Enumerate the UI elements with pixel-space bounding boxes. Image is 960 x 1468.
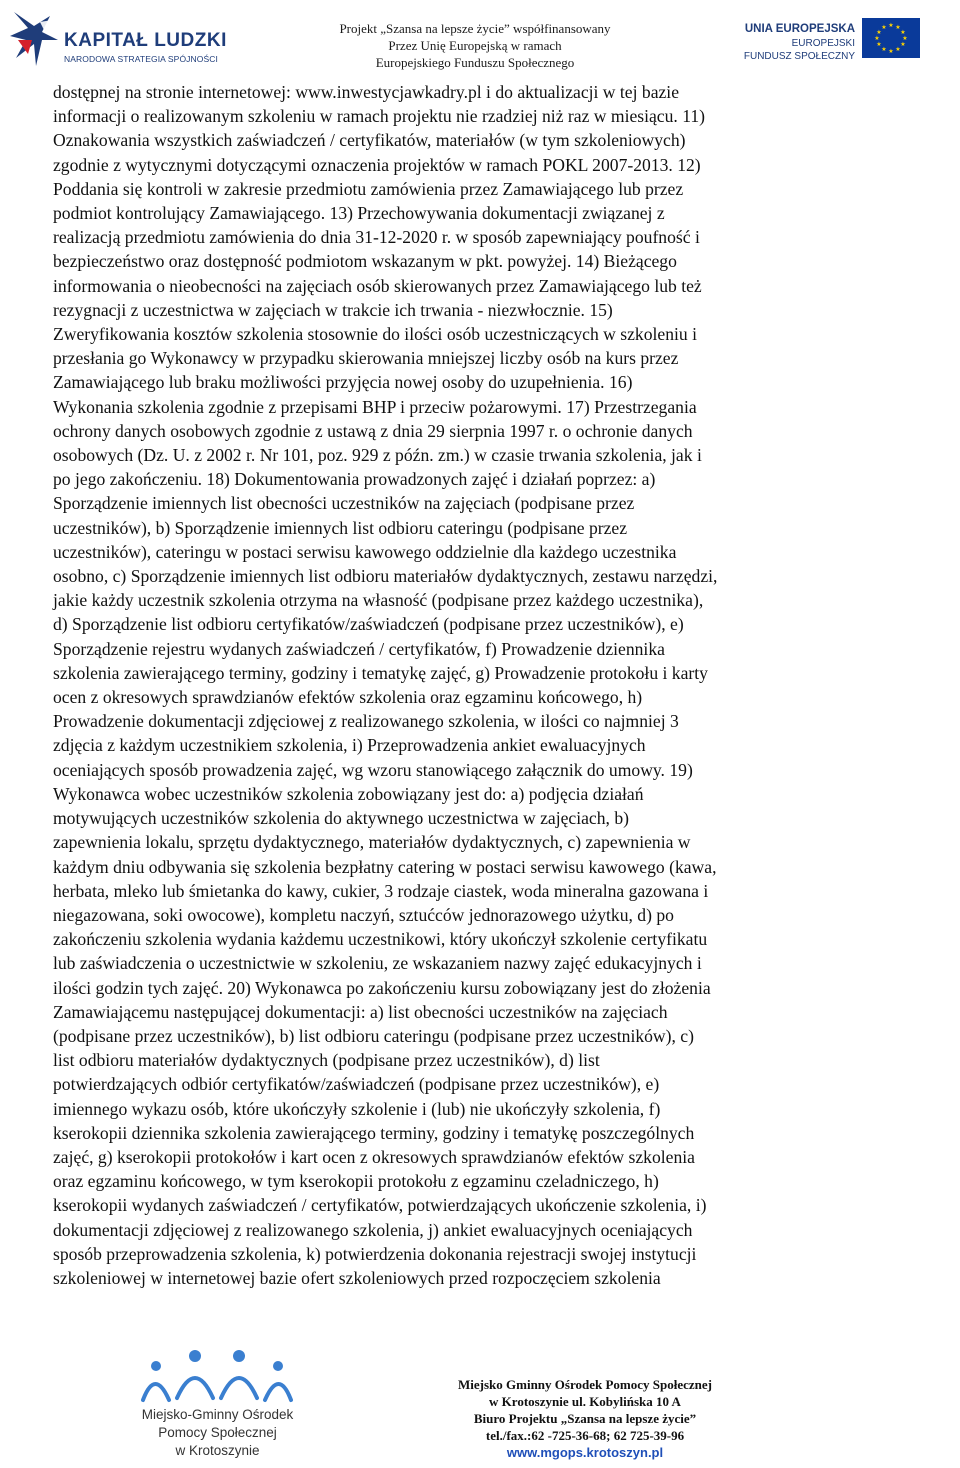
text-line: Zamawiającego lub braku możliwości przyjęcia nowej osoby do uzupełnienia. 16) — [53, 372, 633, 393]
text-line: d) Sporządzenie list odbioru certyfikatów/zaświadczeń (podpisane przez uczestników), e) — [53, 614, 684, 635]
svg-text:★: ★ — [900, 41, 906, 48]
svg-text:★: ★ — [881, 24, 887, 31]
text-line: Sporządzenie rejestru wydanych zaświadczeń / certyfikatów, f) Prowadzenie dziennika — [53, 638, 665, 659]
text-line: oceniających sposób prowadzenia zajęć, wg wzoru stanowiącego załącznik do umowy. 19) — [53, 759, 693, 780]
logo-line: Pomocy Społecznej — [158, 1425, 277, 1440]
text-line: dokumentacji zdjęciowej z realizowanego szkolenia, j) ankiet ewaluacyjnych oceniających — [53, 1219, 693, 1240]
text-line: osobno, c) Sporządzenie imiennych list odbioru materiałów dydaktycznych, zestawu narzędzi, — [53, 566, 718, 587]
text-line: Poddania się kontroli w zakresie przedmiotu zamówienia przez Zamawiającego lub przez — [53, 178, 684, 199]
text-line: ilości godzin tych zajęć. 20) Wykonawca po zakończeniu kursu zobowiązany jest do złożenia — [53, 977, 711, 998]
address-line: tel./fax.:62 -725-36-68; 62 725-39-96 — [485, 1428, 685, 1443]
svg-text:★: ★ — [876, 41, 882, 48]
text-line: uczestników), cateringu w postaci serwisu kawowego oddzielnie dla każdego uczestnika — [53, 541, 677, 562]
svg-text:★: ★ — [902, 35, 908, 42]
svg-text:★: ★ — [881, 46, 887, 53]
mgops-logo-text — [125, 1406, 310, 1460]
text-line: bezpieczeństwo oraz dostępność podmiotom wskazanym w pkt. powyżej. 14) Bieżącego — [53, 251, 677, 272]
text-line: po jego zakończeniu. 18) Dokumentowania prowadzonych zajęć i działań poprzez: a) — [53, 469, 656, 490]
eu-line-3: FUNDUSZ SPOŁECZNY — [743, 51, 855, 62]
page-header — [0, 0, 960, 78]
text-line: Prowadzenie dokumentacji zdjęciowej z realizowanego szkolenia, w ilości co najmniej 3 — [53, 711, 679, 732]
address-line: w Krotoszynie ul. Kobylińska 10 A — [489, 1394, 681, 1409]
text-line: Zamawiającemu następującej dokumentacji: a) list obecności uczestników na zajęciach — [53, 1001, 668, 1022]
kapital-ludzki-logo — [6, 10, 226, 72]
svg-text:★: ★ — [888, 48, 894, 55]
kapital-ludzki-star-icon — [6, 10, 62, 72]
kapital-ludzki-subtitle: NARODOWA STRATEGIA SPÓJNOŚCI — [64, 54, 218, 64]
text-line: zapewnienia lokalu, sprzętu dydaktycznego, materiałów dydaktycznych, c) zapewnienia w — [53, 832, 691, 853]
kapital-ludzki-title: KAPITAŁ LUDZKI — [64, 30, 227, 51]
text-line: kserokopii wydanych zaświadczeń / certyfikatów, potwierdzających ukończenie szkolenia, i) — [53, 1195, 707, 1216]
text-line: osobowych (Dz. U. z 2002 r. Nr 101, poz. 929 z późn. zm.) w czasie trwania szkolenia, jak i — [53, 445, 702, 466]
text-line: Wykonania szkolenia zgodnie z przepisami BHP i przeciw pożarowymi. 17) Przestrzegania — [53, 396, 697, 417]
project-info — [300, 20, 650, 71]
text-line: Wykonawca wobec uczestników szkolenia zobowiązany jest do: a) podjęcia działań — [53, 783, 644, 804]
mgops-logo — [125, 1348, 310, 1466]
text-line: podmiot kontrolujący Zamawiającego. 13) Przechowywania dokumentacji związanej z — [53, 203, 665, 224]
svg-text:★: ★ — [895, 46, 901, 53]
text-line: rezygnacji z uczestnictwa w zajęciach w trakcie ich trwania - niezwłocznie. 15) — [53, 299, 613, 320]
text-line: uczestników), b) Sporządzenie imiennych list odbioru cateringu (podpisane przez — [53, 517, 628, 538]
text-line: zakończeniu szkolenia wydania każdemu uczestnikowi, który ukończył szkolenie certyfikatu — [53, 929, 708, 950]
text-line: informacji o realizowanym szkoleniu w ramach projektu nie rzadziej niż raz w miesiącu. 11) — [53, 106, 706, 127]
text-line: imiennego wykazu osób, które ukończyły szkolenie i (lub) nie ukończyły szkolenia, f) — [53, 1098, 661, 1119]
svg-text:★: ★ — [888, 22, 894, 29]
text-line: lub zaświadczenia o uczestnictwie w szkoleniu, ze wskazaniem nazwy zajęć edukacyjnych i — [53, 953, 702, 974]
text-line: kserokopii dziennika szkolenia zawierającego terminy, godziny i tematykę poszczególnych — [53, 1122, 695, 1143]
text-line: szkoleniowej w internetowej bazie ofert szkoleniowych przed rozpoczęciem szkolenia — [53, 1267, 661, 1288]
text-line: szkolenia zawierającego terminy, godziny i tematykę zajęć, g) Prowadzenie protokołu i karty — [53, 662, 708, 683]
text-line: zgodnie z wytycznymi dotyczącymi oznaczenia projektów w ramach POKL 2007-2013. 12) — [53, 154, 701, 175]
text-line: zajęć, g) kserokopii protokołów i kart ocen z okresowych sprawdzianów efektów szkolenia — [53, 1146, 695, 1167]
footer-address — [430, 1376, 740, 1461]
document-body — [53, 80, 913, 1290]
project-line: Projekt „Szansa na lepsze życie” współfinansowany — [339, 21, 611, 36]
text-line: motywujących uczestników szkolenia do aktywnego uczestnictwa w zajęciach, b) — [53, 808, 629, 829]
eu-flag-icon — [862, 18, 920, 58]
eu-logo-text — [740, 22, 855, 63]
logo-line: w Krotoszynie — [175, 1443, 260, 1458]
text-line: herbata, mleko lub śmietanka do kawy, cukier, 3 rodzaje ciastek, woda mineralna gazowana i — [53, 880, 709, 901]
logo-line: Miejsko-Gminny Ośrodek — [141, 1407, 294, 1422]
text-line: list odbioru materiałów dydaktycznych (podpisane przez uczestników), d) list — [53, 1050, 600, 1071]
svg-text:★: ★ — [900, 29, 906, 36]
website-link[interactable]: www.mgops.krotoszyn.pl — [506, 1445, 664, 1460]
address-line: Biuro Projektu „Szansa na lepsze życie” — [473, 1411, 697, 1426]
project-line: Europejskiego Funduszu Społecznego — [375, 55, 575, 70]
text-line: sposób przeprowadzenia szkolenia, k) potwierdzenia dokonania rejestracji swojej instytucji — [53, 1243, 697, 1264]
text-line: ocen z okresowych sprawdzianów efektów szkolenia oraz egzaminu końcowego, h) — [53, 687, 643, 708]
text-line: zdjęcia z każdym uczestnikiem szkolenia, i) Przeprowadzenia ankiet ewaluacyjnych — [53, 735, 646, 756]
text-line: Zweryfikowania kosztów szkolenia stosownie do ilości osób uczestniczących w szkoleniu i — [53, 324, 697, 345]
svg-text:★: ★ — [874, 35, 880, 42]
svg-text:★: ★ — [876, 29, 882, 36]
text-line: jakie każdy uczestnik szkolenia otrzyma na własność (podpisane przez każdego uczestnika), — [53, 590, 704, 611]
text-line: Oznakowania wszystkich zaświadczeń / certyfikatów, materiałów (w tym szkoleniowych) — [53, 130, 686, 151]
text-line: dostępnej na stronie internetowej: www.inwestycjawkadry.pl i do aktualizacji w tej bazie — [53, 82, 680, 102]
eu-line-2: EUROPEJSKI — [791, 38, 855, 49]
text-line: Sporządzenie imiennych list obecności uczestników na zajęciach (podpisane przez — [53, 493, 635, 514]
text-line: każdym dniu odbywania się szkolenia bezpłatny catering w postaci serwisu kawowego (kawa, — [53, 856, 717, 877]
text-line: (podpisane przez uczestników), b) list odbioru cateringu (podpisane przez uczestników), c) — [53, 1025, 694, 1046]
text-line: ochrony danych osobowych zgodnie z ustawą z dnia 29 sierpnia 1997 r. o ochronie danych — [53, 420, 693, 441]
text-line: realizacją przedmiotu zamówienia do dnia 31-12-2020 r. w sposób zapewniający poufność i — [53, 227, 700, 248]
text-line: niegazowana, soki owocowe), kompletu naczyń, sztućców jednorazowego użytku, d) po — [53, 904, 674, 925]
people-figures-icon — [125, 1348, 310, 1406]
address-line: Miejsko Gminny Ośrodek Pomocy Społecznej — [458, 1377, 712, 1392]
text-line: informowania o nieobecności na zajęciach osób skierowanych przez Zamawiającego lub też — [53, 275, 702, 296]
svg-text:★: ★ — [895, 24, 901, 31]
text-line: oraz egzaminu końcowego, w tym kserokopii protokołu z egzaminu czeladniczego, h) — [53, 1171, 659, 1192]
eu-line-1: UNIA EUROPEJSKA — [744, 23, 855, 35]
text-line: potwierdzających odbiór certyfikatów/zaświadczeń (podpisane przez uczestników), e) — [53, 1074, 660, 1095]
project-line: Przez Unię Europejską w ramach — [388, 38, 562, 53]
text-line: przesłania go Wykonawcy w przypadku skierowania mniejszej liczby osób na kurs przez — [53, 348, 679, 369]
